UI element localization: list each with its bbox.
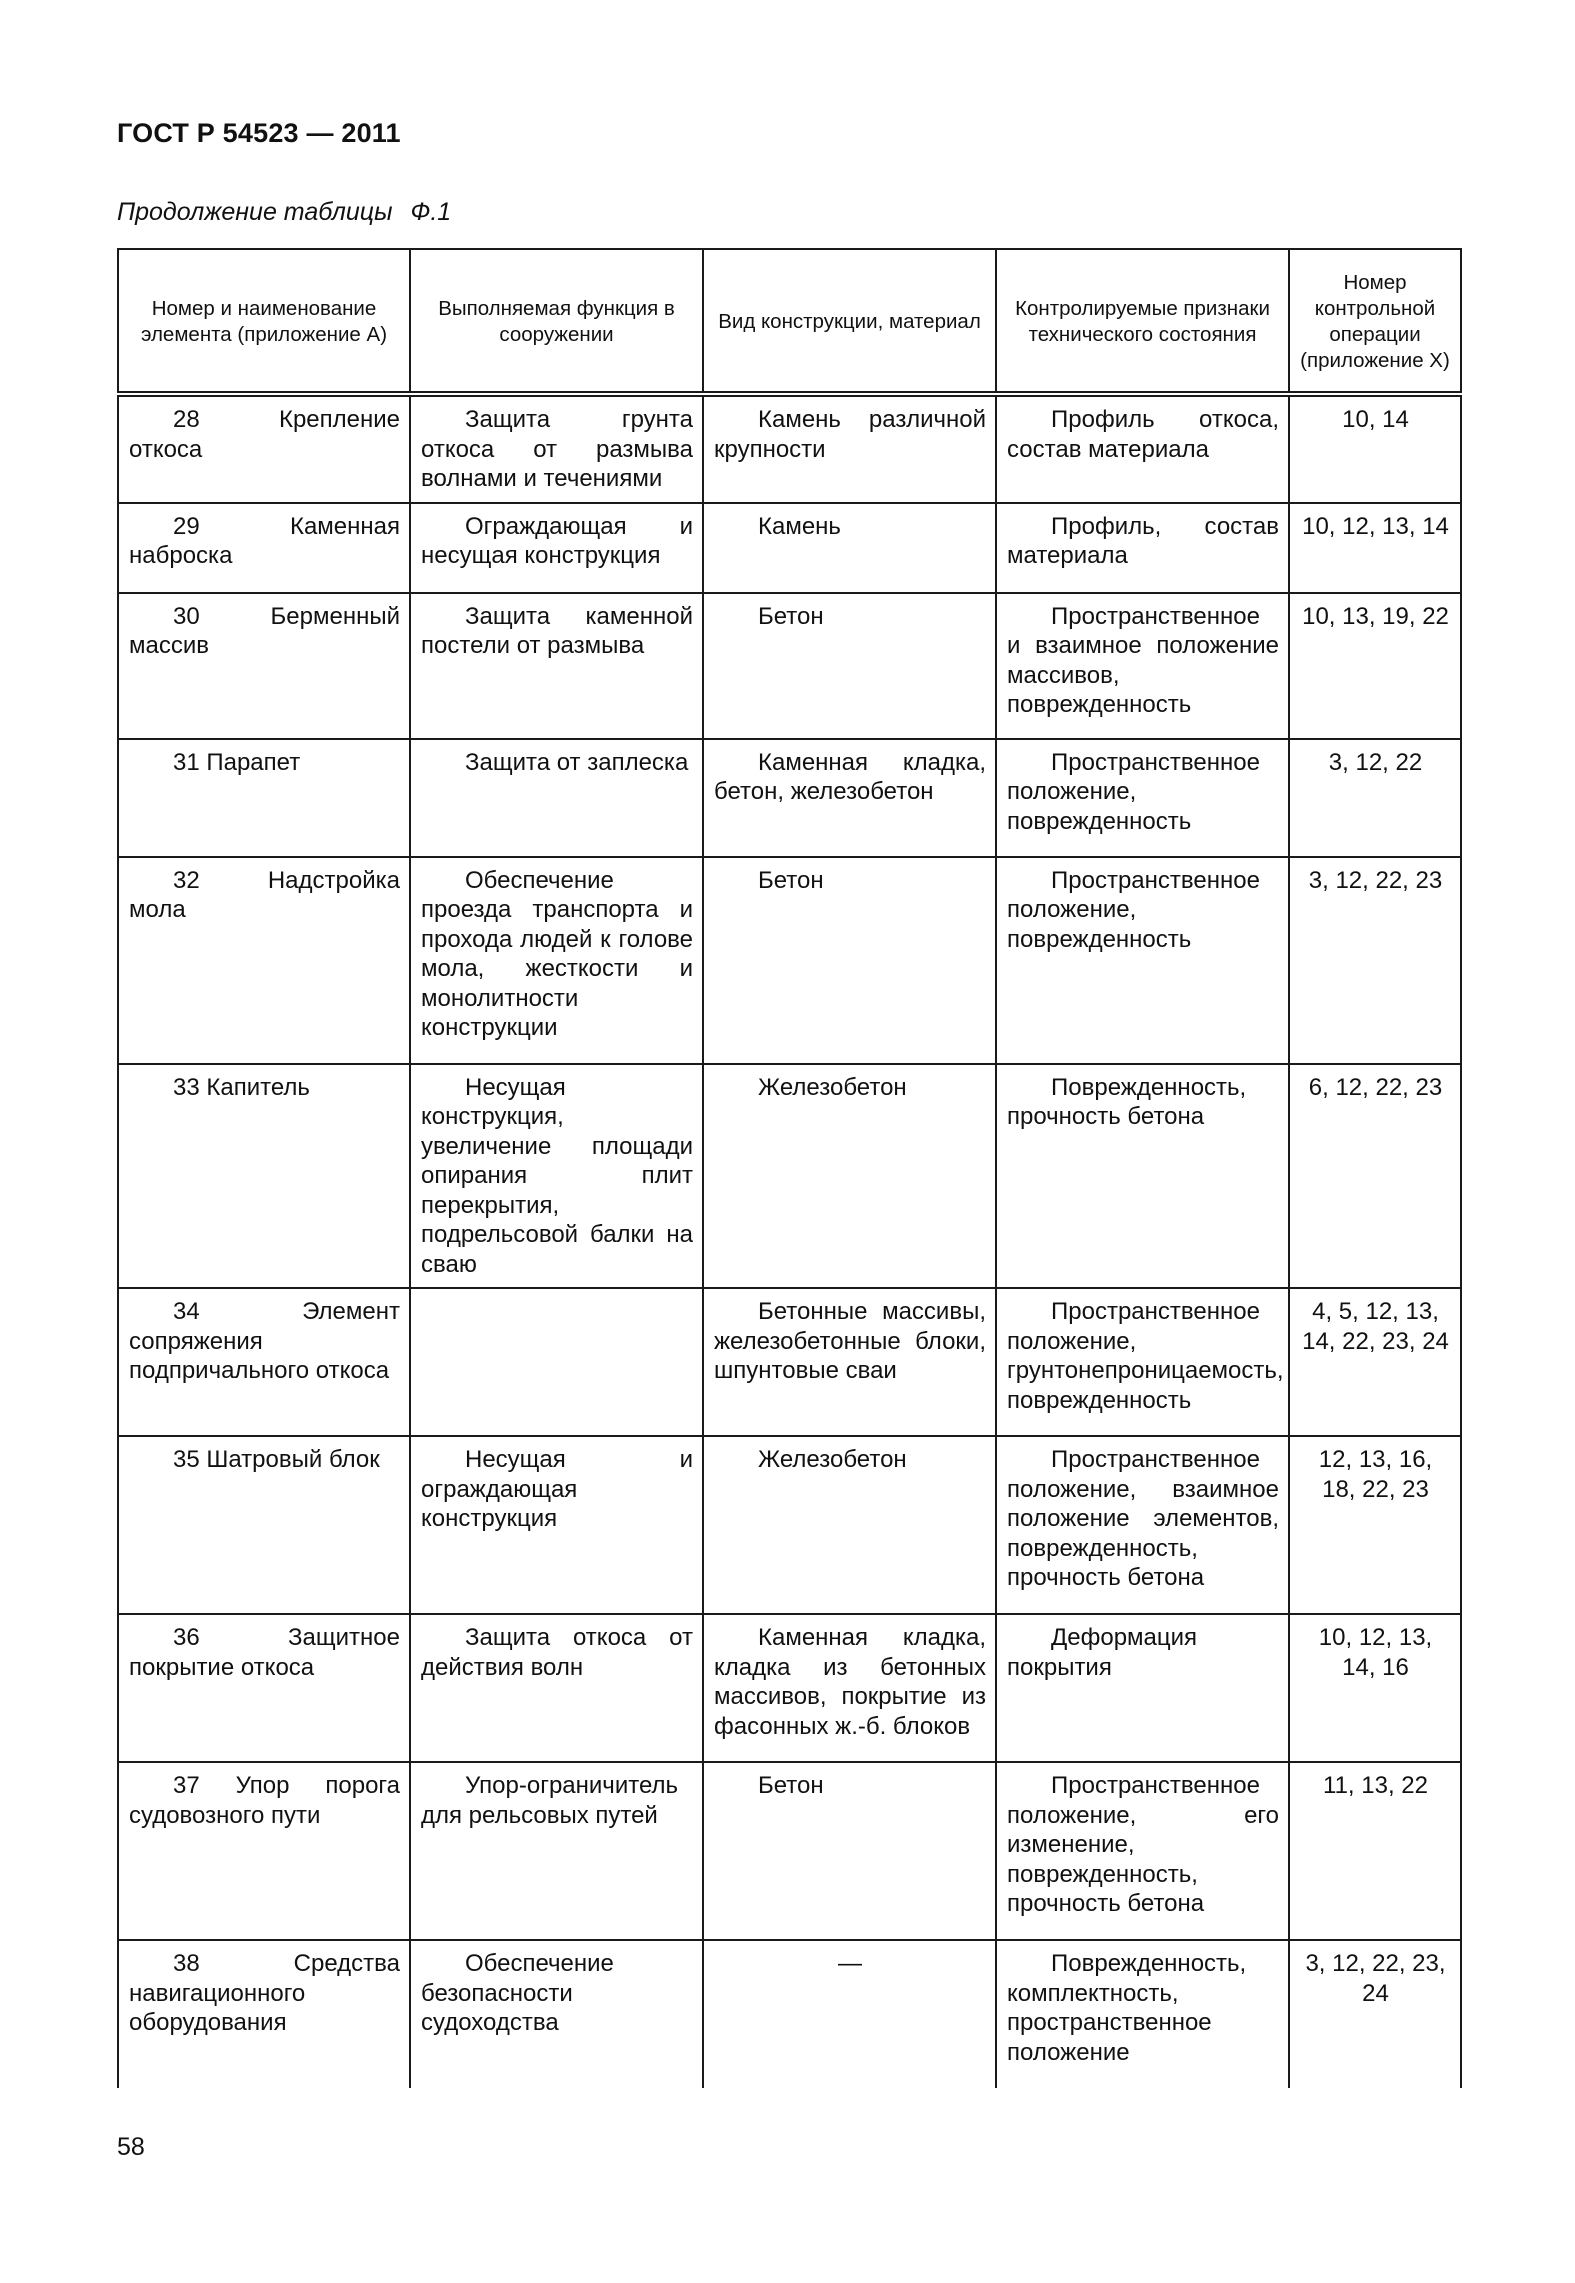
document-header: ГОСТ Р 54523 — 2011: [117, 118, 401, 148]
column-header-material: Вид конструкции, материал: [703, 249, 996, 394]
cell-operations: 10, 13, 19, 22: [1289, 593, 1461, 739]
cell-element: 33 Капитель: [118, 1064, 410, 1289]
table-row: [118, 503, 1461, 593]
table-row: [118, 394, 1461, 503]
cell-element: 30 Берменный массив: [118, 593, 410, 739]
cell-function: Несущая и ограждающая конструкция: [410, 1436, 703, 1614]
cell-material: Камень различной крупности: [703, 394, 996, 503]
table-row: [118, 1064, 1461, 1289]
cell-features: Пространственное положение, поврежденность: [996, 739, 1289, 857]
column-header-element: Номер и наименование элемента (приложение А): [118, 249, 410, 394]
cell-material: Железобетон: [703, 1064, 996, 1289]
table-row: [118, 593, 1461, 739]
cell-function: Защита каменной постели от размыва: [410, 593, 703, 739]
table-row: [118, 1288, 1461, 1436]
column-header-features: Контролируемые признаки технического состояния: [996, 249, 1289, 394]
cell-features: Профиль, состав материала: [996, 503, 1289, 593]
cell-element: 28 Крепление откоса: [118, 394, 410, 503]
cell-function: Защита грунта откоса от размыва волнами и течениями: [410, 394, 703, 503]
caption-table-ref: Ф.1: [410, 198, 452, 226]
cell-features: Поврежденность, прочность бетона: [996, 1064, 1289, 1289]
cell-features: Деформация покрытия: [996, 1614, 1289, 1762]
table-caption: [117, 198, 451, 227]
cell-operations: 12, 13, 16, 18, 22, 23: [1289, 1436, 1461, 1614]
cell-features: Пространственное положение, взаимное положение элементов, поврежденность, прочность бетона: [996, 1436, 1289, 1614]
cell-features: Поврежденность, комплектность, пространственное положение: [996, 1940, 1289, 2088]
cell-function: Упор-ограничитель для рельсовых путей: [410, 1762, 703, 1940]
cell-operations: 3, 12, 22: [1289, 739, 1461, 857]
table-row: [118, 1614, 1461, 1762]
cell-function: [410, 1288, 703, 1436]
caption-prefix: Продолжение таблицы: [117, 198, 393, 226]
cell-operations: 11, 13, 22: [1289, 1762, 1461, 1940]
table-header-row: [118, 249, 1461, 394]
cell-operations: 10, 12, 13, 14: [1289, 503, 1461, 593]
cell-features: Пространственное положение, поврежденность: [996, 857, 1289, 1064]
column-header-function: Выполняемая функция в сооружении: [410, 249, 703, 394]
cell-material: Железобетон: [703, 1436, 996, 1614]
cell-element: 34 Элемент сопряжения подпричального откоса: [118, 1288, 410, 1436]
cell-features: Профиль откоса, состав материала: [996, 394, 1289, 503]
cell-material: Бетон: [703, 1762, 996, 1940]
cell-operations: 10, 12, 13, 14, 16: [1289, 1614, 1461, 1762]
cell-operations: 3, 12, 22, 23, 24: [1289, 1940, 1461, 2088]
cell-features: Пространственное положение, грунтонепроницаемость, поврежденность: [996, 1288, 1289, 1436]
table-row: [118, 1940, 1461, 2088]
cell-function: Защита откоса от действия волн: [410, 1614, 703, 1762]
table-row: [118, 857, 1461, 1064]
table-row: [118, 1436, 1461, 1614]
cell-features: Пространственное и взаимное положение массивов, поврежденность: [996, 593, 1289, 739]
table-row: [118, 739, 1461, 857]
cell-material: Бетон: [703, 593, 996, 739]
cell-material: Бетон: [703, 857, 996, 1064]
cell-operations: 4, 5, 12, 13, 14, 22, 23, 24: [1289, 1288, 1461, 1436]
cell-function: Несущая конструкция, увеличение площади опирания плит перекрытия, подрельсовой балки на сваю: [410, 1064, 703, 1289]
cell-element: 31 Парапет: [118, 739, 410, 857]
cell-element: 36 Защитное покрытие откоса: [118, 1614, 410, 1762]
cell-function: Защита от заплеска: [410, 739, 703, 857]
cell-material: —: [703, 1940, 996, 2088]
cell-operations: 3, 12, 22, 23: [1289, 857, 1461, 1064]
cell-material: Каменная кладка, кладка из бетонных массивов, покрытие из фасонных ж.-б. блоков: [703, 1614, 996, 1762]
cell-features: Пространственное положение, его изменение, поврежденность, прочность бетона: [996, 1762, 1289, 1940]
cell-element: 37 Упор порога судовозного пути: [118, 1762, 410, 1940]
table-row: [118, 1762, 1461, 1940]
cell-operations: 6, 12, 22, 23: [1289, 1064, 1461, 1289]
cell-material: Каменная кладка, бетон, железобетон: [703, 739, 996, 857]
cell-element: 32 Надстройка мола: [118, 857, 410, 1064]
cell-function: Обеспечение безопасности судоходства: [410, 1940, 703, 2088]
page-number: 58: [117, 2133, 145, 2161]
column-header-operations: Номер контрольной операции (приложение Х): [1289, 249, 1461, 394]
cell-element: 29 Каменная наброска: [118, 503, 410, 593]
inspection-table: [117, 248, 1462, 2088]
cell-operations: 10, 14: [1289, 394, 1461, 503]
cell-element: 35 Шатровый блок: [118, 1436, 410, 1614]
cell-function: Обеспечение проезда транспорта и прохода людей к голове мола, жесткости и монолитности конструкции: [410, 857, 703, 1064]
cell-function: Ограждающая и несущая конструкция: [410, 503, 703, 593]
cell-material: Камень: [703, 503, 996, 593]
cell-material: Бетонные массивы, железобетонные блоки, шпунтовые сваи: [703, 1288, 996, 1436]
cell-element: 38 Средства навигационного оборудования: [129, 1950, 400, 2036]
